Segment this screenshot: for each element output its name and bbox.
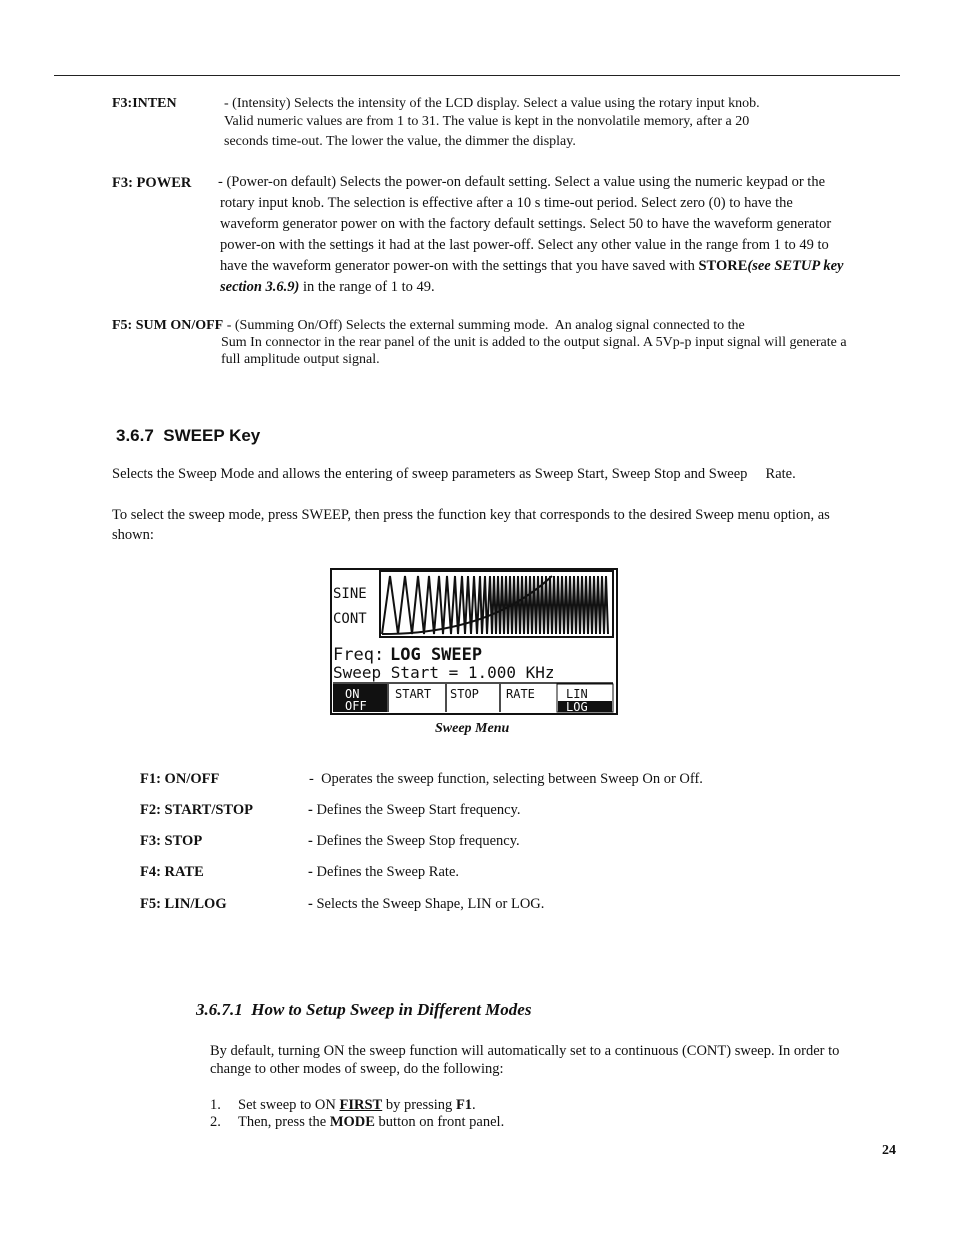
step-2-end: button on front panel. [374,1114,505,1130]
key-f3-desc: Defines the Sweep Stop frequency. [316,833,520,849]
section-heading: 3.6.7 SWEEP Key [116,426,261,445]
lcd-sweep-type: LOG SWEEP [390,645,483,665]
key-f5-dash: - [308,896,317,912]
step-1 [238,1097,476,1114]
step-2-key: MODE [329,1114,375,1130]
key-f4-desc-line [308,864,459,881]
f3-power-line-3: waveform generator power on with the factory default settings. Select 50 to have the waveform generator [220,216,832,232]
f3-inten-line-1: - (Intensity) Selects the intensity of the LCD display. Select a value using the rotary input knob. [224,96,760,111]
key-f2-desc-line [308,802,520,819]
lcd-softkey-log-label: LOG [566,700,588,714]
key-f3-dash: - [308,833,317,849]
lcd-softkey-off-label: OFF [345,699,367,713]
f5-sum-line-1-text: - (Summing On/Off) Selects the external summing mode. An analog signal connected to the [223,318,745,333]
lcd-softkey-rate-label: RATE [506,687,535,701]
lcd-mode-cont: CONT [333,611,367,627]
key-f2-name: F2: START/STOP [140,802,253,818]
key-f4-name: F4: RATE [140,864,204,880]
subsection-para-line-2: change to other modes of sweep, do the following: [210,1061,504,1077]
lcd-mode-sine: SINE [333,586,367,602]
key-f2-dash: - [308,802,317,818]
section-reference: section 3.6.9) [220,279,300,295]
f3-power-label: F3: POWER [112,175,192,191]
step-1-number: 1. [210,1097,221,1113]
f3-power-description [220,172,910,298]
key-f2-desc: Defines the Sweep Start frequency. [316,802,521,818]
lcd-softkey-stop-label: STOP [450,687,479,701]
store-key: STORE [698,258,748,274]
f3-power-line-5 [220,256,910,277]
lcd-softkey-start-label: START [395,687,432,701]
f3-power-line-6 [220,277,910,298]
section-intro: Selects the Sweep Mode and allows the entering of sweep parameters as Sweep Start, Sweep Stop and Sweep Rate. [112,466,796,482]
step-1-text: Set sweep to ON [238,1097,340,1113]
step-1-end: . [472,1097,476,1113]
page-number: 24 [882,1143,896,1158]
f3-inten-line-3: seconds time-out. The lower the value, the dimmer the display. [224,134,576,149]
f5-sum-line-1 [112,318,745,334]
key-f5-desc-line [308,896,544,913]
f3-inten-line-2: Valid numeric values are from 1 to 31. The value is kept in the nonvolatile memory, after a 20 [224,114,750,129]
f5-sum-line-3: full amplitude output signal. [221,352,380,367]
subsection-heading: 3.6.7.1 How to Setup Sweep in Different Modes [196,1000,532,1019]
f3-power-line-5-text: have the waveform generator power-on with the settings that you have saved with [220,258,699,274]
section-para-line-2: shown: [112,527,154,543]
lcd-freq-label: Freq: [333,645,385,665]
key-f5-name: F5: LIN/LOG [140,896,227,912]
lcd-readout: Sweep Start = 1.000 KHz [333,663,555,682]
sweep-menu-lcd [330,568,618,715]
step-2-number: 2. [210,1114,221,1130]
setup-reference: (see SETUP key [747,258,844,274]
key-f3-name: F3: STOP [140,833,203,849]
key-f1-desc: - Operates the sweep function, selecting between Sweep On or Off. [309,771,703,787]
f3-power-line-1: - (Power-on default) Selects the power-on default setting. Select a value using the numeric keypad or the [218,174,826,190]
step-2-text: Then, press the [238,1114,330,1130]
figure-caption: Sweep Menu [435,721,510,736]
f3-power-line-2: rotary input knob. The selection is effective after a 10 s time-out period. Select zero (0) to have the [220,195,793,211]
subsection-para-line-1: By default, turning ON the sweep function will automatically set to a continuous (CONT) sweep. In order to [210,1043,840,1059]
step-2 [238,1114,504,1131]
key-f4-dash: - [308,864,317,880]
header-rule [54,75,900,76]
f3-power-line-4: power-on with the settings it had at the last power-off. Select any other value in the range from 1 to 49 to [220,237,829,253]
lcd-softkey-on-label: ON [345,687,360,701]
step-1-key: F1 [455,1097,473,1113]
f3-inten-label: F3:INTEN [112,96,177,111]
section-para-line-1: To select the sweep mode, press SWEEP, then press the function key that corresponds to the desired Sweep menu option, as [112,507,830,523]
key-f5-desc: Selects the Sweep Shape, LIN or LOG. [316,896,545,912]
f5-sum-line-2: Sum In connector in the rear panel of the unit is added to the output signal. A 5Vp-p input signal will generate a [221,335,847,350]
step-1-mid: by pressing [382,1097,456,1113]
f3-power-line-6-text: in the range of 1 to 49. [299,279,435,295]
key-f4-desc: Defines the Sweep Rate. [316,864,460,880]
lcd-softkey-lin-label: LIN [566,687,588,701]
key-f1-name: F1: ON/OFF [140,771,220,787]
step-1-first: FIRST [339,1097,383,1113]
f5-sum-label: F5: SUM ON/OFF [112,318,224,333]
key-f3-desc-line [308,833,520,850]
